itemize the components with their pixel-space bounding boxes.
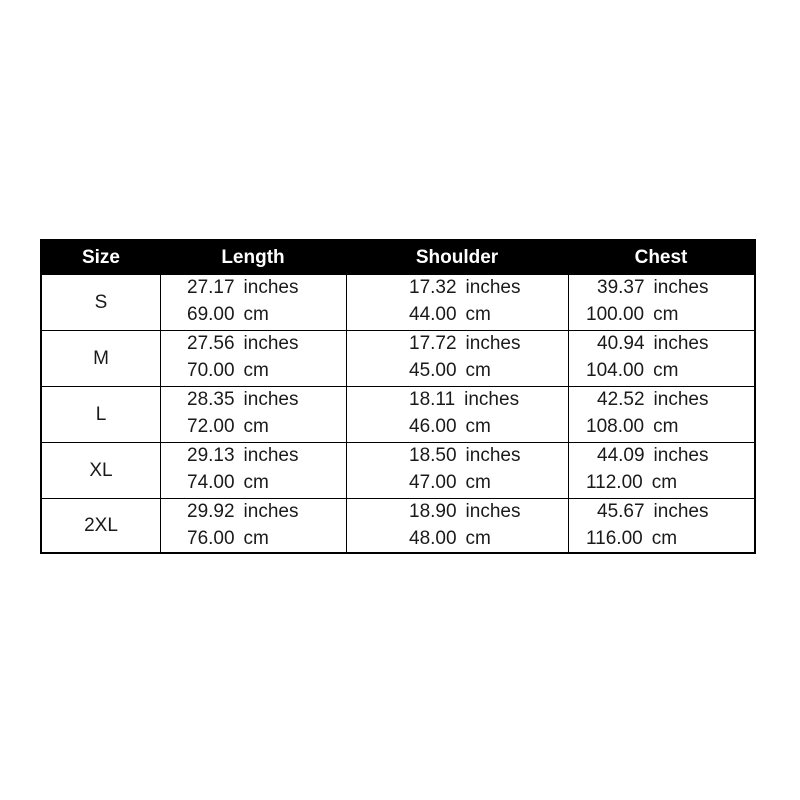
shoulder-cell <box>346 331 568 387</box>
size-chart-table <box>40 239 756 554</box>
unit-cm-label: cm <box>465 304 491 325</box>
unit-inches-label: inches <box>243 389 299 410</box>
length-inches-value: 27.17 <box>187 277 235 298</box>
chest-cell <box>568 499 754 552</box>
chest-inches-line <box>597 276 708 300</box>
shoulder-cm-line <box>409 415 491 439</box>
length-cm-line <box>187 415 269 439</box>
length-cm-line <box>187 527 269 551</box>
shoulder-cm-value: 46.00 <box>409 416 457 437</box>
unit-inches-label: inches <box>465 445 521 466</box>
table-header-row <box>42 241 754 275</box>
unit-cm-label: cm <box>243 360 269 381</box>
shoulder-cm-value: 47.00 <box>409 472 457 493</box>
length-cm-value: 69.00 <box>187 304 235 325</box>
chest-inches-value: 44.09 <box>597 445 645 466</box>
unit-inches-label: inches <box>243 445 299 466</box>
shoulder-cm-line <box>409 471 491 495</box>
size-label: 2XL <box>84 515 118 536</box>
unit-cm-label: cm <box>653 416 679 437</box>
unit-inches-label: inches <box>653 501 709 522</box>
unit-inches-label: inches <box>653 277 709 298</box>
shoulder-cell <box>346 275 568 331</box>
chest-cm-value: 108.00 <box>586 416 645 437</box>
unit-inches-label: inches <box>465 333 521 354</box>
length-inches-value: 29.13 <box>187 445 235 466</box>
length-inches-value: 28.35 <box>187 389 235 410</box>
chest-cm-value: 100.00 <box>586 304 645 325</box>
length-cm-value: 74.00 <box>187 472 235 493</box>
length-cm-value: 70.00 <box>187 360 235 381</box>
shoulder-inches-line <box>409 500 520 524</box>
chest-cm-value: 116.00 <box>586 528 643 549</box>
shoulder-cm-value: 44.00 <box>409 304 457 325</box>
length-cm-value: 76.00 <box>187 528 235 549</box>
length-cm-line <box>187 471 269 495</box>
header-chest: Chest <box>634 247 688 268</box>
chest-cm-value: 112.00 <box>586 472 643 493</box>
chest-cell <box>568 443 754 499</box>
shoulder-cm-line <box>409 359 491 383</box>
shoulder-cell <box>346 499 568 552</box>
length-cell <box>160 275 346 331</box>
unit-inches-label: inches <box>653 445 709 466</box>
length-cell <box>160 387 346 443</box>
unit-cm-label: cm <box>465 416 491 437</box>
chest-inches-line <box>597 500 708 524</box>
shoulder-cm-value: 48.00 <box>409 528 457 549</box>
length-inches-line <box>187 388 298 412</box>
table-row <box>42 443 754 499</box>
length-inches-value: 27.56 <box>187 333 235 354</box>
unit-cm-label: cm <box>653 304 679 325</box>
length-cm-value: 72.00 <box>187 416 235 437</box>
length-inches-value: 29.92 <box>187 501 235 522</box>
shoulder-inches-line <box>409 388 519 412</box>
unit-cm-label: cm <box>651 472 678 493</box>
table-row <box>42 499 754 552</box>
chest-cm-line <box>586 303 678 327</box>
length-cm-line <box>187 359 269 383</box>
chest-cell <box>568 331 754 387</box>
size-label: M <box>93 348 109 369</box>
unit-cm-label: cm <box>243 528 269 549</box>
unit-inches-label: inches <box>243 277 299 298</box>
chest-inches-value: 39.37 <box>597 277 645 298</box>
size-label: S <box>94 292 108 313</box>
chest-inches-value: 40.94 <box>597 333 645 354</box>
table-row <box>42 331 754 387</box>
shoulder-inches-value: 18.90 <box>409 501 457 522</box>
shoulder-cm-line <box>409 303 491 327</box>
chest-inches-value: 42.52 <box>597 389 645 410</box>
chest-cell <box>568 387 754 443</box>
length-cell <box>160 331 346 387</box>
length-inches-line <box>187 500 298 524</box>
unit-cm-label: cm <box>465 360 491 381</box>
shoulder-cell <box>346 387 568 443</box>
unit-cm-label: cm <box>243 304 269 325</box>
chest-cm-line <box>586 527 677 551</box>
chest-inches-line <box>597 388 708 412</box>
unit-cm-label: cm <box>651 528 678 549</box>
length-inches-line <box>187 332 298 356</box>
shoulder-cm-line <box>409 527 491 551</box>
unit-inches-label: inches <box>653 333 709 354</box>
chest-inches-value: 45.67 <box>597 501 645 522</box>
header-size: Size <box>81 247 121 268</box>
unit-inches-label: inches <box>243 333 299 354</box>
chest-cm-line <box>586 471 677 495</box>
length-cell <box>160 443 346 499</box>
unit-inches-label: inches <box>243 501 299 522</box>
shoulder-inches-value: 17.32 <box>409 277 457 298</box>
shoulder-inches-value: 18.11 <box>409 389 456 410</box>
size-label: L <box>95 404 107 425</box>
length-cm-line <box>187 303 269 327</box>
unit-cm-label: cm <box>465 528 491 549</box>
shoulder-inches-value: 17.72 <box>409 333 457 354</box>
unit-cm-label: cm <box>653 360 679 381</box>
length-inches-line <box>187 444 298 468</box>
unit-inches-label: inches <box>653 389 709 410</box>
header-length: Length <box>221 247 285 268</box>
shoulder-inches-line <box>409 444 520 468</box>
unit-inches-label: inches <box>465 277 521 298</box>
shoulder-cell <box>346 443 568 499</box>
unit-cm-label: cm <box>243 472 269 493</box>
chest-cm-value: 104.00 <box>586 360 645 381</box>
chest-inches-line <box>597 444 708 468</box>
length-cell <box>160 499 346 552</box>
shoulder-inches-line <box>409 332 520 356</box>
chest-cm-line <box>586 415 678 439</box>
chest-cell <box>568 275 754 331</box>
header-shoulder: Shoulder <box>415 247 499 268</box>
shoulder-inches-line <box>409 276 520 300</box>
table-row <box>42 275 754 331</box>
table-row <box>42 387 754 443</box>
unit-cm-label: cm <box>243 416 269 437</box>
unit-inches-label: inches <box>464 389 520 410</box>
chest-cm-line <box>586 359 678 383</box>
shoulder-cm-value: 45.00 <box>409 360 457 381</box>
size-label: XL <box>89 460 113 481</box>
length-inches-line <box>187 276 298 300</box>
unit-inches-label: inches <box>465 501 521 522</box>
chest-inches-line <box>597 332 708 356</box>
shoulder-inches-value: 18.50 <box>409 445 457 466</box>
unit-cm-label: cm <box>465 472 491 493</box>
